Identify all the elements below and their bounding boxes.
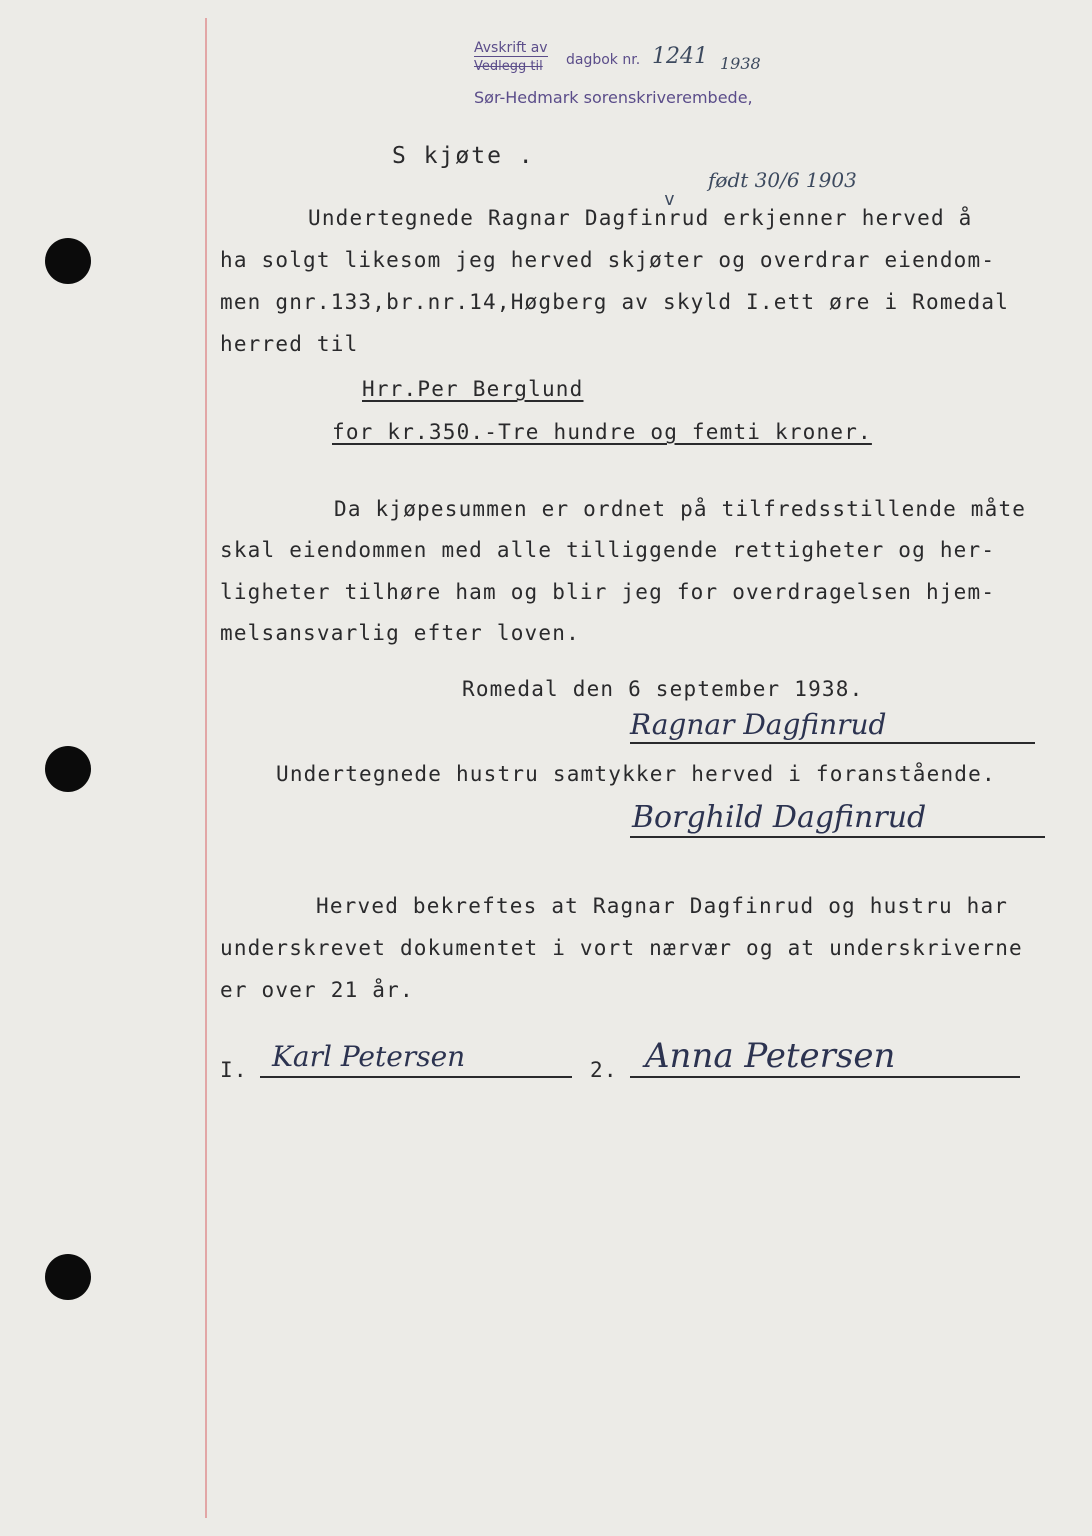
body-line: skal eiendommen med alle tilliggende rettigheter og her-	[220, 538, 996, 562]
signature-line	[630, 1076, 1020, 1078]
punch-hole	[45, 1254, 91, 1300]
signature-line	[260, 1076, 572, 1078]
body-line: ha solgt likesom jeg herved skjøter og overdrar eiendom-	[220, 248, 996, 272]
body-line: melsansvarlig efter loven.	[220, 621, 580, 645]
buyer-name: Hrr.Per Berglund	[362, 377, 584, 401]
punch-hole	[45, 238, 91, 284]
body-line: Herved bekreftes at Ragnar Dagfinrud og hustru har	[316, 894, 1009, 918]
witness1-label: I.	[220, 1058, 248, 1082]
punch-hole	[45, 746, 91, 792]
body-line: underskrevet dokumentet i vort nærvær og at underskriverne	[220, 936, 1023, 960]
body-line: ligheter tilhøre ham og blir jeg for overdragelsen hjem-	[220, 580, 996, 604]
stamp-vedlegg: Vedlegg til	[474, 59, 543, 74]
witness1-signature: Karl Petersen	[272, 1040, 466, 1073]
signature-line	[630, 836, 1045, 838]
margin-line	[205, 18, 207, 1518]
body-line: er over 21 år.	[220, 978, 414, 1002]
document-title: S kjøte .	[392, 143, 535, 169]
body-line: men gnr.133,br.nr.14,Høgberg av skyld I.ett øre i Romedal	[220, 290, 1010, 314]
insertion-mark: v	[664, 189, 675, 210]
birth-note: født 30/6 1903	[708, 168, 857, 192]
consent-line: Undertegnede hustru samtykker herved i foranstående.	[276, 762, 996, 786]
body-line: Undertegnede Ragnar Dagfinrud erkjenner herved å	[308, 206, 973, 230]
stamp-dagbok-label: dagbok nr.	[566, 52, 641, 68]
dagbok-number: 1241	[652, 44, 708, 69]
signature-line	[630, 742, 1035, 744]
seller-signature: Ragnar Dagfinrud	[630, 708, 887, 741]
wife-signature: Borghild Dagfinrud	[632, 800, 927, 835]
witness2-label: 2.	[590, 1058, 618, 1082]
purchase-price: for kr.350.-Tre hundre og femti kroner.	[332, 420, 872, 444]
body-line: Da kjøpesummen er ordnet på tilfredsstillende måte	[334, 497, 1027, 521]
stamp-office: Sør-Hedmark sorenskriverembede,	[474, 88, 753, 107]
dagbok-year: 1938	[720, 54, 761, 73]
witness2-signature: Anna Petersen	[645, 1036, 896, 1076]
place-date: Romedal den 6 september 1938.	[462, 677, 864, 701]
body-line: herred til	[220, 332, 359, 356]
stamp-avskrift: Avskrift av	[474, 40, 548, 56]
